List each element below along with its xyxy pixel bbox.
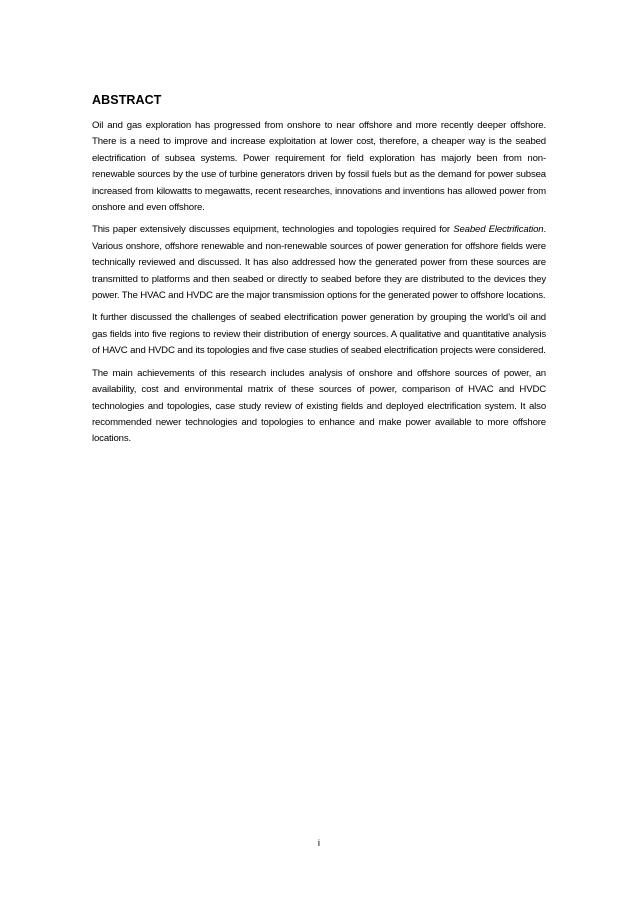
paragraph-text: It further discussed the challenges of seabed electrification power generation by grouping the world’s oil and gas fields into five regions to review their distribution of energy sources. A qualitative and quantitative analysis of HAVC and HVDC and its topologies and five case studies of seabed electrification projects were considered.: [92, 312, 546, 357]
abstract-paragraph-2: [92, 222, 546, 304]
paragraph-text: The main achievements of this research includes analysis of onshore and offshore sources of power, an availability, cost and environmental matrix of these sources of power, comparison of HVAC and HVDC technologies and topologies, case study review of existing fields and deployed electrification system. It also recommended newer technologies and topologies to enhance and make power available to more offshore locations.: [92, 367, 546, 445]
paragraph-text: . Various onshore, offshore renewable and non-renewable sources of power generation for offshore fields were technically reviewed and discussed. It has also addressed how the generated power from these sources are transmitted to platforms and then seabed or directly to seabed before they are distributed to the devices they power. The HVAC and HVDC are the major transmission options for the generated power to offshore locations.: [92, 224, 546, 302]
emphasized-term: Seabed Electrification: [453, 224, 544, 236]
abstract-heading: ABSTRACT: [92, 93, 162, 107]
page-number: i: [317, 838, 321, 849]
abstract-paragraph-1: [92, 118, 546, 216]
paragraph-text: This paper extensively discusses equipment, technologies and topologies required for: [92, 224, 454, 236]
abstract-section: [92, 92, 546, 454]
paragraph-text: Oil and gas exploration has progressed from onshore to near offshore and more recently deeper offshore. There is a need to improve and increase exploitation at lower cost, therefore, a cheaper way is the seabed electrification of subsea systems. Power requirement for field exploration has majorly been from non-renewable sources by the use of turbine generators driven by fossil fuels but as the demand for power subsea increased from kilowatts to megawatts, recent researches, innovations and inventions has allowed power from onshore and even offshore.: [92, 120, 546, 214]
abstract-paragraph-4: [92, 366, 546, 448]
abstract-paragraph-3: [92, 310, 546, 359]
